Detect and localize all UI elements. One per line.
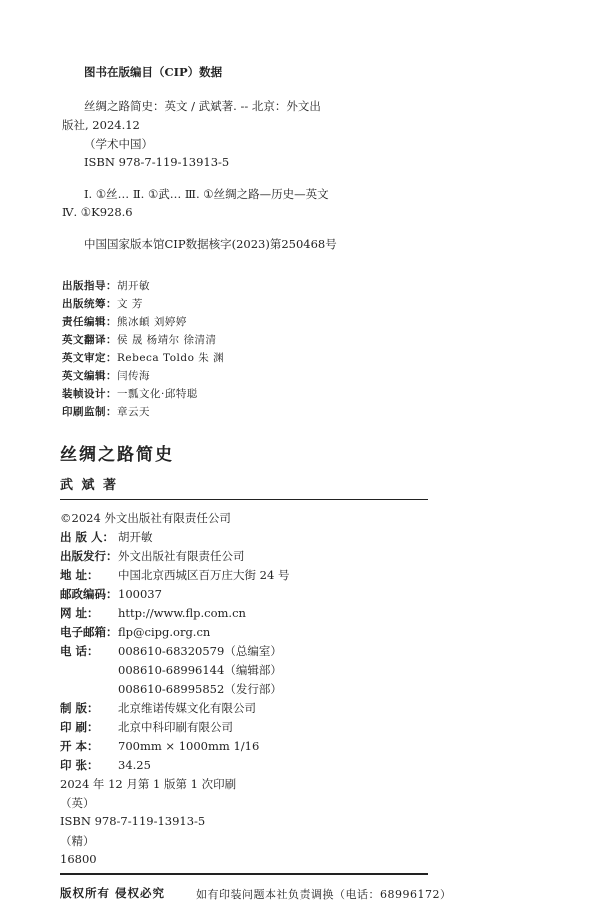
book-author: 武 斌 著 xyxy=(60,478,119,493)
pub-value: http://www.flp.com.cn xyxy=(118,606,246,620)
pub-value: 008610-68995852（发行部） xyxy=(118,682,282,696)
credit-row xyxy=(62,350,224,365)
replacement-notice: 如有印装问题本社负责调换（电话：68996172） xyxy=(196,888,452,901)
credit-value: 闫传海 xyxy=(117,370,150,382)
pub-value: 700mm × 1000mm 1/16 xyxy=(118,739,260,753)
credit-label: 英文审定： xyxy=(62,352,117,364)
pub-value: 008610-68320579（总编室） xyxy=(118,644,282,658)
credit-row xyxy=(62,296,143,311)
pub-value: flp@cipg.org.cn xyxy=(118,625,211,639)
pub-label: 地 址： xyxy=(60,568,99,582)
edition-info: 2024 年 12 月第 1 版第 1 次印刷 xyxy=(60,777,237,791)
pub-row xyxy=(60,757,151,773)
pub-row xyxy=(60,700,256,716)
credit-row xyxy=(62,314,187,329)
pub-value: 北京中科印刷有限公司 xyxy=(118,720,233,734)
pub-row xyxy=(60,529,153,545)
pub-row xyxy=(60,548,245,564)
pub-label: 印 刷： xyxy=(60,720,99,734)
credit-row xyxy=(62,332,217,347)
pub-label: 制 版： xyxy=(60,701,99,715)
pub-label: 印 张： xyxy=(60,758,99,772)
credit-row xyxy=(62,278,150,293)
pub-label: 开 本： xyxy=(60,739,99,753)
cip-library-record: 中国国家版本馆CIP数据核字(2023)第250468号 xyxy=(84,237,337,251)
cip-heading: 图书在版编目（CIP）数据 xyxy=(84,65,223,79)
divider-top xyxy=(60,499,428,500)
cip-isbn: ISBN 978-7-119-13913-5 xyxy=(84,155,230,169)
credit-value: 文 芳 xyxy=(117,298,143,310)
credit-value: Rebeca Toldo 朱 渊 xyxy=(117,352,225,364)
divider-bottom xyxy=(60,873,428,875)
cip-entry-line1: 丝绸之路简史：英文 / 武斌著. -- 北京：外文出 xyxy=(84,99,321,113)
cip-classification-line2: Ⅳ. ①K928.6 xyxy=(62,205,133,219)
cip-entry-line2: 版社, 2024.12 xyxy=(62,118,140,132)
credit-label: 出版统筹： xyxy=(62,298,117,310)
pub-label: 出版发行： xyxy=(60,549,118,563)
pub-value: 胡开敏 xyxy=(118,530,153,544)
pub-value: 34.25 xyxy=(118,758,151,772)
pub-row xyxy=(60,681,282,697)
cip-classification-line1: Ⅰ. ①丝… Ⅱ. ①武… Ⅲ. ①丝绸之路—历史—英文 xyxy=(84,187,329,201)
credit-value: 侯 晟 杨靖尔 徐清清 xyxy=(117,334,217,346)
pub-row xyxy=(60,662,282,678)
credit-value: 胡开敏 xyxy=(117,280,150,292)
price: 16800 xyxy=(60,852,97,866)
pub-row xyxy=(60,738,259,754)
pub-label: 电子邮箱： xyxy=(60,625,118,639)
rights-notice: 版权所有 侵权必究 xyxy=(60,886,166,900)
cip-series: （学术中国） xyxy=(84,137,153,151)
pub-value: 外文出版社有限责任公司 xyxy=(118,549,245,563)
credit-label: 责任编辑： xyxy=(62,316,117,328)
pub-row xyxy=(60,567,289,583)
credit-label: 英文编辑： xyxy=(62,370,117,382)
pub-row xyxy=(60,624,210,640)
credit-row xyxy=(62,386,198,401)
binding-note: （精） xyxy=(60,834,95,848)
isbn-line: ISBN 978-7-119-13913-5 xyxy=(60,814,206,828)
pub-row xyxy=(60,719,233,735)
credit-row xyxy=(62,368,150,383)
book-title: 丝绸之路简史 xyxy=(60,445,174,465)
pub-value: 中国北京西城区百万庄大街 24 号 xyxy=(118,568,290,582)
pub-value: 北京维诺传媒文化有限公司 xyxy=(118,701,256,715)
credit-label: 装帧设计： xyxy=(62,388,117,400)
credit-value: 一瓢文化·邱特聪 xyxy=(117,388,198,400)
pub-label: 邮政编码： xyxy=(60,587,118,601)
pub-row xyxy=(60,605,246,621)
credit-label: 出版指导： xyxy=(62,280,117,292)
credit-value: 章云天 xyxy=(117,406,150,418)
pub-value: 008610-68996144（编辑部） xyxy=(118,663,282,677)
language-note: （英） xyxy=(60,796,95,810)
pub-row xyxy=(60,586,162,602)
credit-value: 熊冰頔 刘婷婷 xyxy=(117,316,187,328)
pub-row xyxy=(60,643,282,659)
pub-label: 电 话： xyxy=(60,644,99,658)
credit-label: 英文翻译： xyxy=(62,334,117,346)
credit-row xyxy=(62,404,150,419)
pub-label: 出 版 人： xyxy=(60,530,115,544)
pub-value: 100037 xyxy=(118,587,162,601)
credit-label: 印刷监制： xyxy=(62,406,117,418)
copyright-notice: ©2024 外文出版社有限责任公司 xyxy=(60,511,231,525)
pub-label: 网 址： xyxy=(60,606,99,620)
